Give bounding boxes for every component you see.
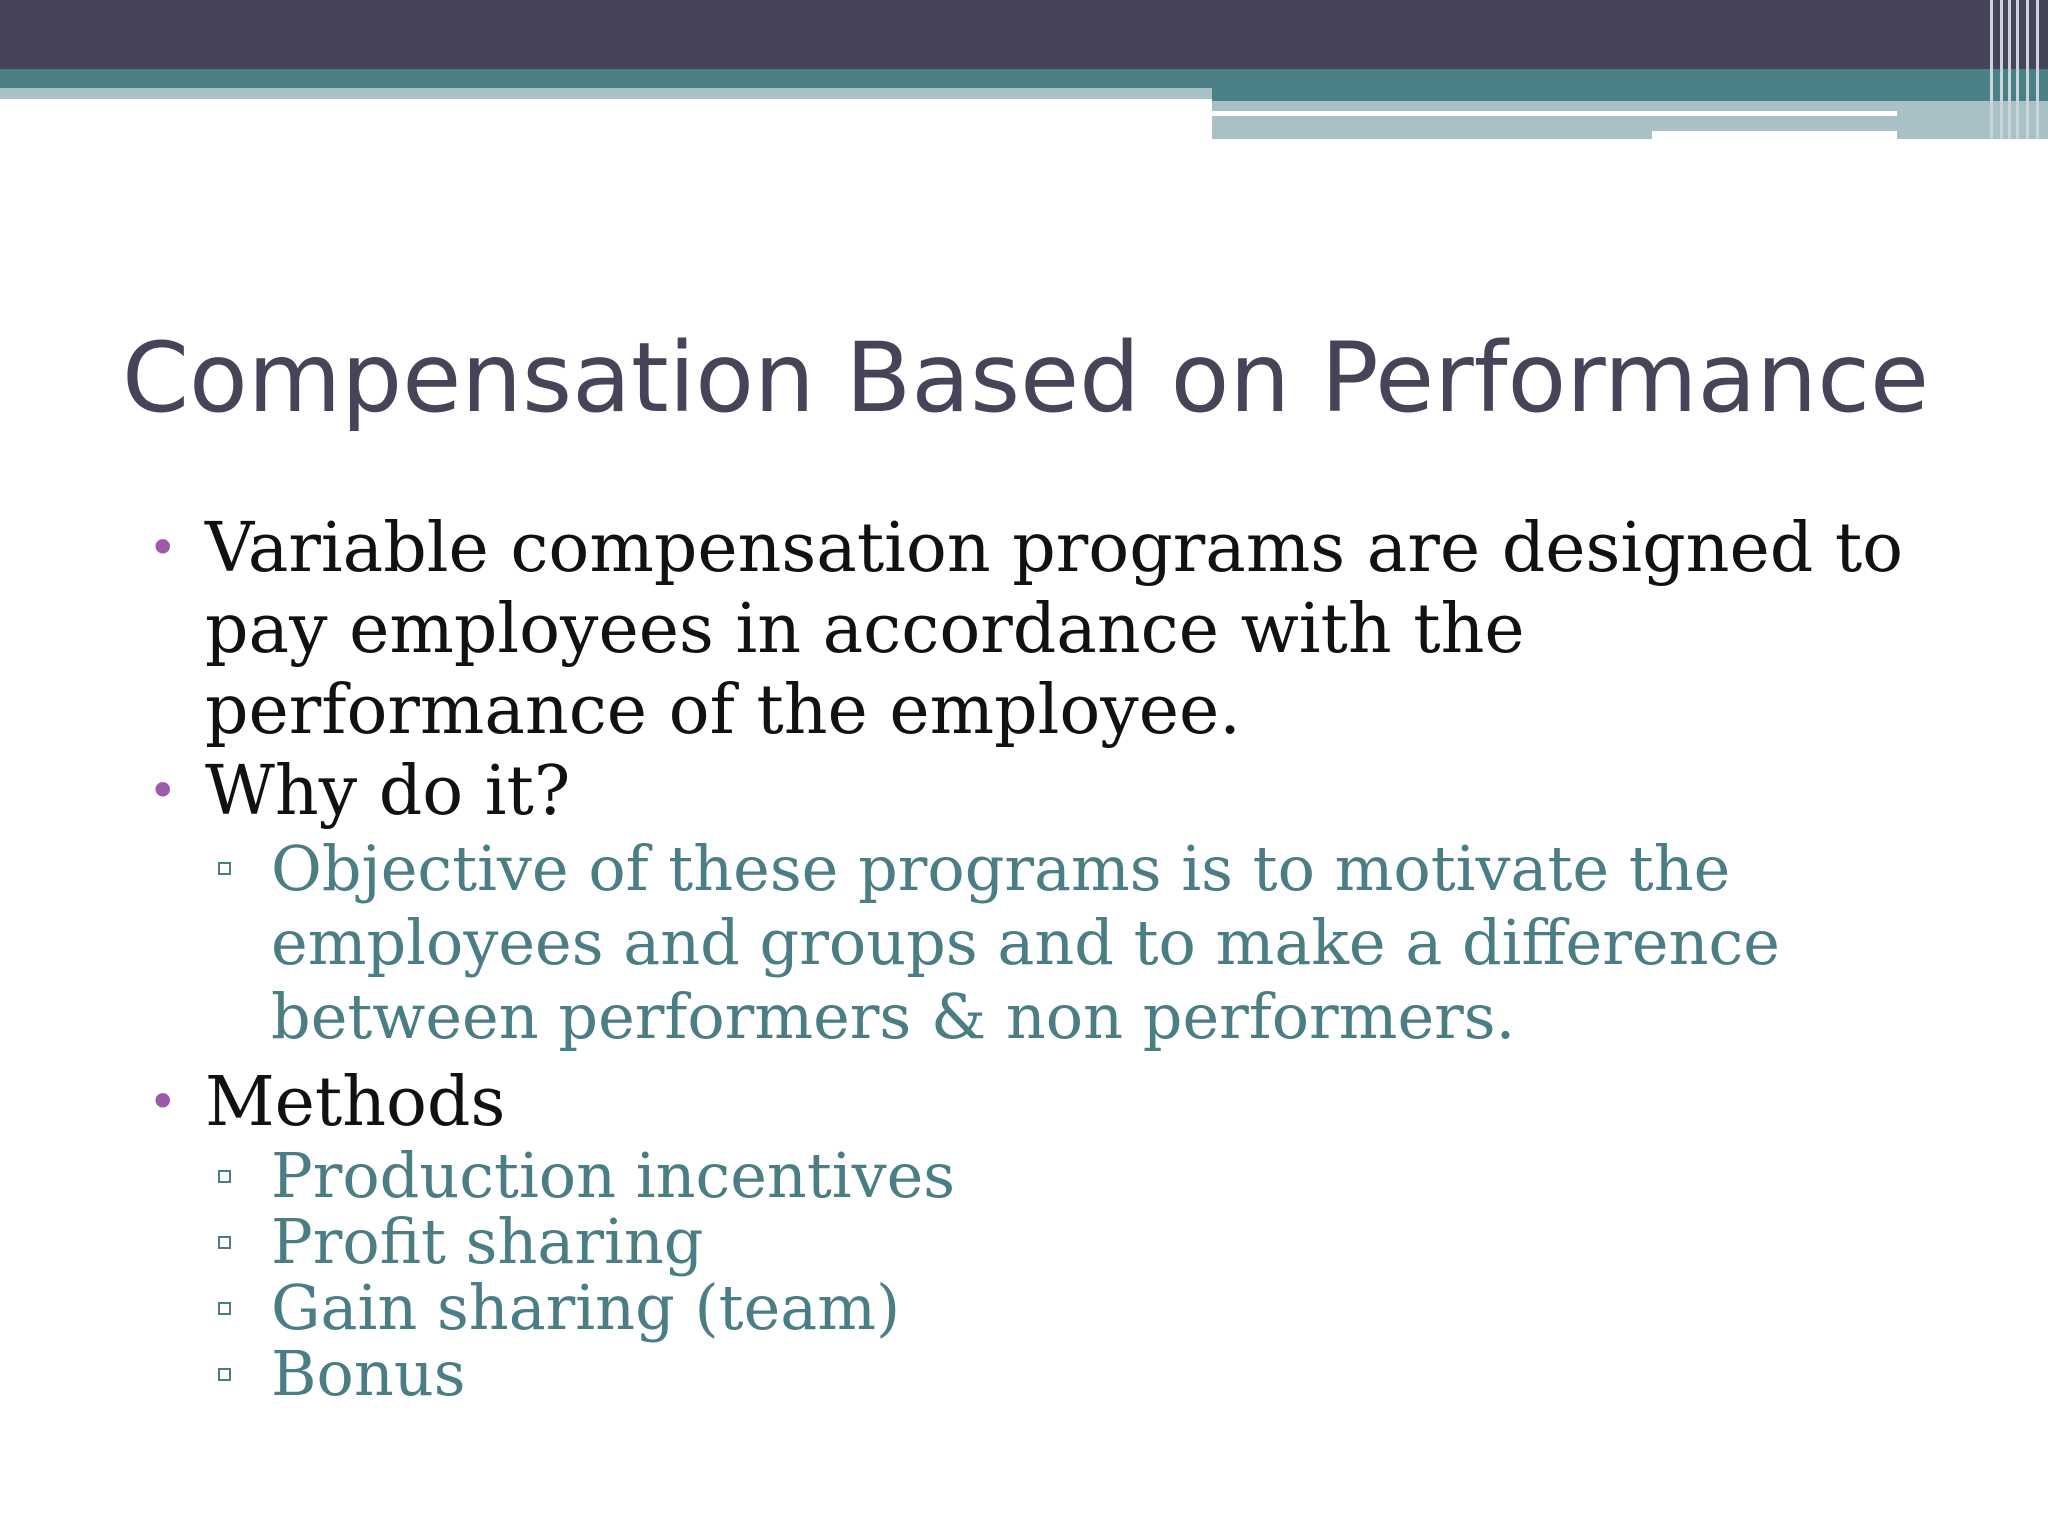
header-divider-line-short — [1652, 131, 1897, 139]
bullet-item — [0, 751, 1925, 832]
slide-body — [0, 508, 2048, 1410]
sub-bullet-item — [0, 1337, 1831, 1410]
bullet-dot-icon: • — [148, 519, 178, 577]
square-bullet-icon — [218, 1236, 231, 1249]
square-bullet-icon — [218, 1302, 231, 1315]
sub-bullet-item — [0, 1271, 1831, 1344]
sub-bullet-item — [0, 832, 1831, 1054]
sub-bullet-text: Production incentives — [271, 1139, 956, 1212]
bullet-dot-icon: • — [148, 762, 178, 820]
bullet-text: Methods — [205, 1063, 506, 1142]
bullet-text: Why do it? — [205, 752, 571, 831]
sub-bullet-text: Bonus — [271, 1337, 466, 1410]
square-bullet-icon — [218, 1170, 231, 1183]
header-band-teal — [0, 69, 2048, 88]
header-edge-stripes — [1986, 0, 2048, 139]
header-band-light-right — [1212, 101, 2048, 139]
square-bullet-icon — [218, 1368, 231, 1381]
bullet-dot-icon: • — [148, 1073, 178, 1131]
square-bullet-icon — [218, 862, 231, 875]
bullet-item — [0, 1062, 1925, 1143]
sub-bullet-text: Objective of these programs is to motivate the employees and groups and to make a difference between performers & non performers. — [271, 832, 1780, 1053]
header-band-light-left — [0, 88, 1212, 99]
sub-bullet-text: Profit sharing — [271, 1205, 704, 1278]
header-band-dark — [0, 0, 2048, 69]
bullet-text: Variable compensation programs are designed to pay employees in accordance with the performance of the employee. — [205, 509, 1904, 750]
slide-title: Compensation Based on Performance — [122, 322, 1930, 434]
header-divider-line — [1212, 111, 1897, 116]
bullet-item — [0, 508, 1925, 751]
sub-bullet-item — [0, 1139, 1831, 1212]
sub-bullet-item — [0, 1205, 1831, 1278]
header-band-teal-right — [1212, 88, 2048, 101]
sub-bullet-text: Gain sharing (team) — [271, 1271, 901, 1344]
